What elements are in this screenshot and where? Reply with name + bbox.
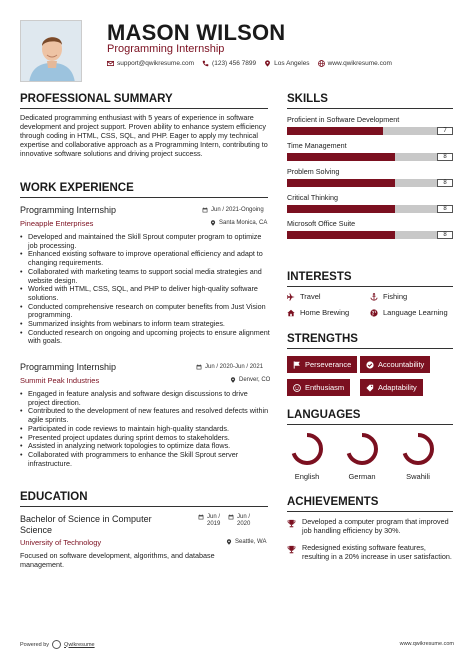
company-2: Summit Peak Industries <box>20 376 100 385</box>
candidate-title: Programming Internship <box>107 43 225 55</box>
interest-label: Home Brewing <box>300 308 350 317</box>
skill-name: Critical Thinking <box>287 193 338 202</box>
skill-level-value: 8 <box>437 153 453 161</box>
skill-level-bar <box>287 205 453 213</box>
language-level-gauge <box>345 432 379 466</box>
job-location-1 <box>210 220 267 226</box>
anchor-icon <box>370 293 378 301</box>
achievement-1: Developed a computer program that improved job handling efficiency by 30%. <box>302 517 449 535</box>
interests-heading: INTERESTS <box>287 271 352 283</box>
list-item: • Developed and maintained the Skill Sprout computer program to optimize job processing. <box>20 233 270 250</box>
skill-name: Time Management <box>287 141 347 150</box>
skills-divider <box>287 108 453 109</box>
skill-level-fill <box>287 153 395 161</box>
edu-note: Focused on software development, algorithms, and database management. <box>20 551 215 569</box>
plane-icon <box>287 293 295 301</box>
job-bullets-1 <box>20 233 270 346</box>
education-divider <box>20 506 268 507</box>
footer-url[interactable]: www.qwikresume.com <box>399 641 454 647</box>
job-bullets-2 <box>20 390 270 468</box>
interest-label: Language Learning <box>383 308 448 317</box>
language-level-arc <box>348 435 376 463</box>
contact-line <box>107 60 392 67</box>
job-dates-2 <box>196 364 263 370</box>
language-level-arc <box>404 435 432 463</box>
candidate-name: MASON WILSON <box>107 20 286 45</box>
strengths-divider <box>287 348 453 349</box>
interests-divider <box>287 286 453 287</box>
achievement-2: Redesigned existing software features, resulting in a 20% increase in user satisfaction. <box>302 543 452 561</box>
strength-enthusiasm <box>287 379 350 396</box>
language-level-gauge <box>401 432 435 466</box>
list-item: • Enhanced existing software to improve operational efficiency and adapt to changing requirements. <box>20 250 270 267</box>
list-item: • Collaborated with programmers to enhance the Skill Sprout server infrastructure. <box>20 451 270 468</box>
location-pin-icon <box>230 377 236 383</box>
interest-label: Fishing <box>383 292 408 301</box>
languages-heading: LANGUAGES <box>287 409 361 421</box>
job-title-2: Programming Internship <box>20 362 117 372</box>
skill-name: Proficient in Software Development <box>287 115 400 124</box>
resume-header <box>0 0 474 86</box>
check-circle-icon <box>366 361 374 369</box>
language-item <box>282 432 332 481</box>
skill-level-fill <box>287 127 383 135</box>
job-dates-text-1: Jun / 2021-Ongoing <box>211 207 264 213</box>
experience-divider <box>20 197 268 198</box>
education-heading: EDUCATION <box>20 491 88 503</box>
skill-level-value: 8 <box>437 179 453 187</box>
skill-level-value: 8 <box>437 205 453 213</box>
tag-icon <box>366 384 374 392</box>
language-item <box>337 432 387 481</box>
strengths-heading: STRENGTHS <box>287 333 358 345</box>
interest-home-brewing <box>287 308 349 317</box>
home-icon <box>287 309 295 317</box>
phone-text: (123) 456 7899 <box>212 60 257 67</box>
list-item: • Assisted in analyzing network topologies to optimize data flows. <box>20 442 270 451</box>
strength-accountability <box>360 356 430 373</box>
trophy-icon <box>287 545 296 554</box>
school: University of Technology <box>20 538 102 547</box>
interest-label: Travel <box>300 292 321 301</box>
language-label: Swahili <box>406 472 430 481</box>
job-location-2 <box>230 377 270 383</box>
job-dates-text-2: Jun / 2020-Jun / 2021 <box>205 364 264 370</box>
strength-label: Enthusiasm <box>305 383 345 392</box>
language-level-gauge <box>290 432 324 466</box>
powered-by-text: Powered by <box>20 641 50 648</box>
strength-label: Perseverance <box>305 360 352 369</box>
job-location-text-1: Santa Monica, CA <box>219 220 268 226</box>
skill-name: Problem Solving <box>287 167 340 176</box>
qwikresume-logo-icon <box>52 640 61 649</box>
globe-icon <box>370 309 378 317</box>
list-item: • Conducted comprehensive research on computer benefits from Just Vision programming. <box>20 303 270 320</box>
job-dates-1 <box>202 207 264 213</box>
list-item: • Participated in code reviews to maintain high-quality standards. <box>20 425 270 434</box>
list-item: • Summarized insights from webinars to inform team strategies. <box>20 320 270 329</box>
website-item[interactable] <box>318 60 392 67</box>
languages-divider <box>287 424 453 425</box>
edu-start <box>198 514 229 528</box>
strength-label: Accountability <box>378 360 425 369</box>
language-item <box>393 432 443 481</box>
strength-label: Adaptability <box>378 383 417 392</box>
smile-icon <box>293 384 301 392</box>
summary-text: Dedicated programming enthusiast with 5 years of experience in software development and project support. Proven ability to enhance system efficiency through coding in HTML, CSS, SQL, and PHP. Eager to apply my technical expertise and collaborative approach as a Programming Intern, contributing to innovative software solutions and driving project success. <box>20 113 268 158</box>
strength-adaptability <box>360 379 423 396</box>
skill-level-fill <box>287 179 395 187</box>
strength-perseverance <box>287 356 357 373</box>
footer-powered-by <box>20 640 95 649</box>
skill-level-bar <box>287 179 453 187</box>
calendar-icon <box>196 364 202 370</box>
calendar-icon <box>228 514 234 520</box>
edu-start-text: Jun / 2019 <box>207 514 221 527</box>
edu-location-text: Seattle, WA <box>235 539 267 545</box>
list-item: • Presented project updates during sprint demos to stakeholders. <box>20 434 270 443</box>
location-item <box>264 60 309 67</box>
job-title-1: Programming Internship <box>20 205 117 215</box>
profile-photo <box>20 20 82 82</box>
interest-fishing <box>370 292 407 301</box>
edu-location <box>226 539 266 545</box>
email-icon <box>107 60 114 67</box>
list-item: • Contributed to the development of new features and resolved defects within agile sprints. <box>20 407 270 424</box>
achievements-heading: ACHIEVEMENTS <box>287 496 379 508</box>
skill-level-value: 7 <box>437 127 453 135</box>
location-pin-icon <box>264 60 271 67</box>
summary-heading: PROFESSIONAL SUMMARY <box>20 93 173 105</box>
interest-travel <box>287 292 321 301</box>
trophy-icon <box>287 519 296 528</box>
language-level-arc <box>293 435 321 463</box>
job-location-text-2: Denver, CO <box>239 377 271 383</box>
summary-divider <box>20 108 268 109</box>
language-label: German <box>348 472 376 481</box>
degree: Bachelor of Science in Computer Science <box>20 514 152 535</box>
skill-level-bar <box>287 231 453 239</box>
email-text: support@qwikresume.com <box>117 60 195 67</box>
experience-heading: WORK EXPERIENCE <box>20 182 134 194</box>
location-pin-icon <box>226 539 232 545</box>
location-pin-icon <box>210 220 216 226</box>
skill-level-value: 8 <box>437 231 453 239</box>
location-text: Los Angeles <box>274 60 310 67</box>
interest-language-learning <box>370 308 448 317</box>
globe-icon <box>318 60 325 67</box>
skill-level-bar <box>287 127 453 135</box>
flag-icon <box>293 361 301 369</box>
achievements-divider <box>287 511 453 512</box>
brand-text[interactable]: Qwikresume <box>64 641 95 648</box>
skill-level-fill <box>287 205 395 213</box>
phone-item[interactable] <box>202 60 256 67</box>
skills-heading: SKILLS <box>287 93 328 105</box>
skill-name: Microsoft Office Suite <box>287 219 356 228</box>
skill-level-fill <box>287 231 395 239</box>
company-1: Pineapple Enterprises <box>20 219 94 228</box>
website-text: www.qwikresume.com <box>327 60 392 67</box>
language-label: English <box>294 472 320 481</box>
phone-icon <box>202 60 209 67</box>
list-item: • Conducted research on ongoing and upcoming projects to ensure alignment with goals. <box>20 329 270 346</box>
list-item: • Engaged in feature analysis and software design discussions to drive project direction. <box>20 390 270 407</box>
list-item: • Worked with HTML, CSS, SQL, and PHP to deliver high-quality software solutions. <box>20 285 270 302</box>
calendar-icon <box>198 514 204 520</box>
edu-end <box>228 514 259 528</box>
email-item[interactable] <box>107 60 194 67</box>
list-item: • Collaborated with marketing teams to support social media strategies and website design. <box>20 268 270 285</box>
calendar-icon <box>202 207 208 213</box>
skill-level-bar <box>287 153 453 161</box>
edu-end-text: Jun / 2020 <box>237 514 251 527</box>
